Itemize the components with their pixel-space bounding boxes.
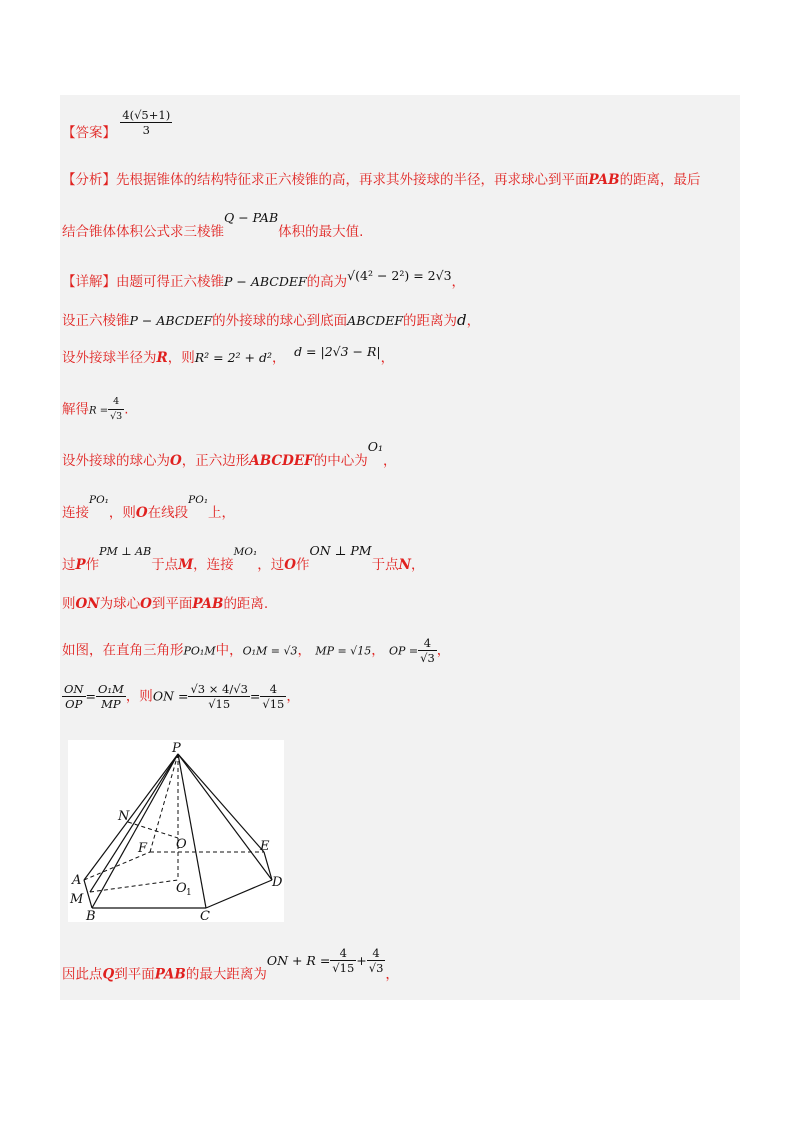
edge-PM <box>90 754 178 892</box>
label-M: M <box>70 892 84 907</box>
detail-line-3: 设外接球半径为R，则R² = 2² + d²， d = |2√3 − R|， <box>62 344 395 366</box>
label-N: N <box>118 809 130 824</box>
detail-line-6: 连接$^{PO_1}$，则O在线段$^{PO_1}$上， <box>62 494 236 521</box>
label-A: A <box>72 873 82 888</box>
detail-line-4: 解得R = $\frac{4}{√3}$ . <box>62 396 129 422</box>
label-O1: O <box>176 881 187 896</box>
label-P: P <box>172 741 181 756</box>
edge-CD <box>206 880 272 908</box>
detail-line-10: $\frac{ON}{OP}$ = $\frac{\text{O₁M}}{MP}$ ，则ON = $\frac{√3 \times 4/√3}{√15}$ = $\frac{4}{√15}$ ， <box>64 682 300 711</box>
analysis-line-2: 结合锥体体积公式求三棱锥Q − PAB体积的最大值. <box>62 210 364 240</box>
edge-PD <box>178 754 272 880</box>
label-O1-subscript: 1 <box>186 888 192 898</box>
segment-MO1 <box>90 880 178 892</box>
edge-AB <box>84 880 92 908</box>
pyramid-figure <box>68 740 284 922</box>
detail-line-1: 【详解】由题可得正六棱锥P − ABCDEF的高为√(4² − 2²) = 2√3， <box>62 268 466 290</box>
detail-line-5: 设外接球的球心为O，正六边形ABCDEF的中心为O₁， <box>62 439 397 469</box>
label-O: O <box>176 837 187 852</box>
hexagonal-pyramid-diagram <box>68 740 284 922</box>
label-E: E <box>260 839 270 854</box>
edge-PE <box>178 754 264 852</box>
edge-PF <box>150 754 178 852</box>
label-C: C <box>200 909 210 922</box>
edge-PA <box>84 754 178 880</box>
label-D: D <box>272 875 283 890</box>
detail-line-2: 设正六棱锥P − ABCDEF的外接球的球心到底面ABCDEF的距离为d， <box>62 311 481 329</box>
analysis-line-1: 【分析】先根据锥体的结构特征求正六棱锥的高，再求其外接球的半径，再求球心到平面PAB的距离，最后 <box>62 172 701 188</box>
edge-DE <box>264 852 272 880</box>
detail-line-11: 因此点Q到平面PAB的最大距离为ON + R = $\frac{4}{√15}$ + $\frac{4}{√3}$ ， <box>62 946 399 983</box>
detail-tag: 【详解】 <box>62 274 116 290</box>
answer-tag: 【答案】 <box>62 124 116 141</box>
answer-line <box>62 108 172 141</box>
detail-line-7: 过P作$^{PM \perp AB}$于点M，连接$^{MO_1}$，过O作ON ⊥ PM于点N， <box>62 543 425 573</box>
analysis-tag: 【分析】 <box>62 172 116 188</box>
detail-line-9: 如图，在直角三角形PO₁M中，O₁M = √3， MP = √15， OP = $\frac{4}{√3}$ ， <box>62 636 451 665</box>
label-B: B <box>86 909 96 922</box>
detail-line-8: 则ON为球心O到平面PAB的距离. <box>62 596 269 612</box>
label-F: F <box>138 841 148 856</box>
edge-PB <box>92 754 178 908</box>
answer-fraction: $\frac{4(√5+1)}{3}$ <box>122 108 171 137</box>
